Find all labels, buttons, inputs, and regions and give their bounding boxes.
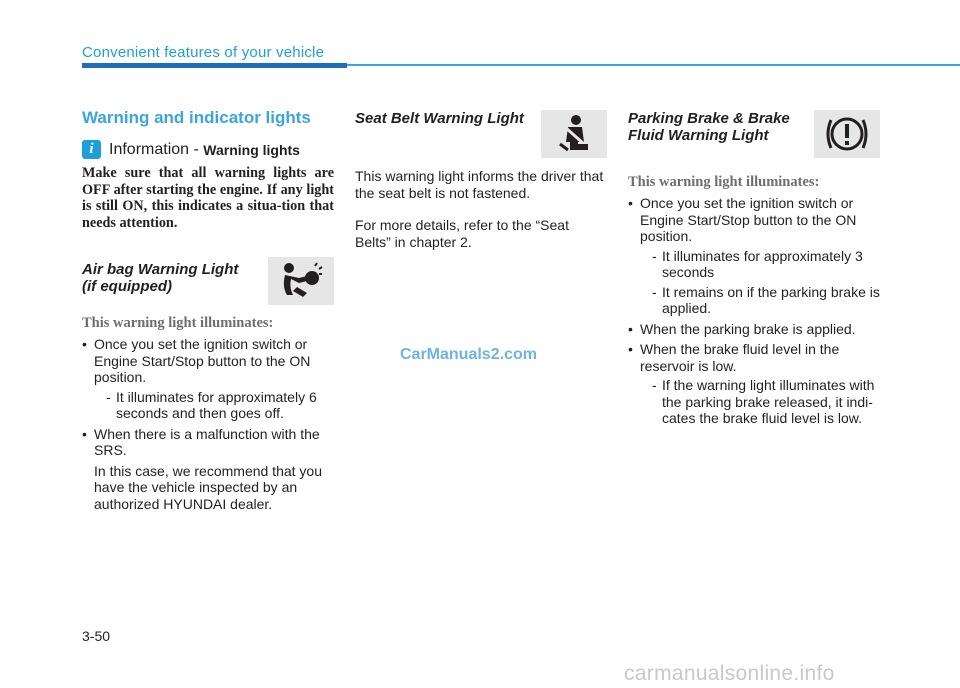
- section-title: Warning and indicator lights: [82, 108, 311, 127]
- brake-lead: This warning light illuminates:: [628, 174, 820, 190]
- list-item: • Once you set the ignition switch or Engine Start/Stop button to the ON position. - It illuminates for approximately 6 seconds and then goes off.: [82, 336, 334, 422]
- footer-watermark: carmanualsonline.info: [624, 662, 835, 685]
- info-label: Information -: [109, 140, 199, 158]
- info-icon: i: [82, 140, 101, 159]
- seatbelt-paragraph-2: For more details, refer to the “Seat Belts” in chapter 2.: [355, 217, 569, 250]
- info-subtitle: Warning lights: [203, 141, 300, 158]
- brake-bullets: [628, 195, 880, 427]
- seatbelt-paragraph-1: This warning light informs the driver that the seat belt is not fastened.: [355, 168, 604, 201]
- brake-warning-icon: [814, 110, 880, 158]
- list-item: • When the brake fluid level in the reservoir is low. - If the warning light illuminates with the parking brake released, it indi-cates the brake fluid level is low.: [628, 341, 880, 427]
- column-middle: [355, 110, 607, 250]
- airbag-title-line1: Air bag Warning Light: [82, 261, 239, 278]
- airbag-warning-icon: [268, 257, 334, 305]
- brake-title-line1: Parking Brake & Brake: [628, 110, 790, 127]
- column-right: [628, 110, 880, 431]
- seatbelt-warning-icon: [541, 110, 607, 158]
- airbag-lead: This warning light illuminates:: [82, 315, 274, 331]
- seatbelt-title: Seat Belt Warning Light: [355, 110, 524, 127]
- column-left: [82, 108, 334, 512]
- header-title: Convenient features of your vehicle: [82, 44, 325, 61]
- airbag-bullets: [82, 336, 334, 459]
- airbag-title-line2: (if equipped): [82, 278, 172, 295]
- brake-heading-row: [628, 110, 880, 158]
- list-subitem: - It remains on if the parking brake is applied.: [640, 284, 880, 317]
- intro-paragraph: Make sure that all warning lights are OFF after starting the engine. If any light is still ON, this indicates a situa-tion that needs attention.: [82, 165, 334, 231]
- page-number: 3-50: [82, 628, 111, 644]
- watermark: CarManuals2.com: [400, 346, 537, 363]
- brake-title-line2: Fluid Warning Light: [628, 127, 769, 144]
- seatbelt-heading-row: [355, 110, 607, 158]
- list-subitem: - If the warning light illuminates with the parking brake released, it indi-cates the brake fluid level is low.: [640, 377, 880, 427]
- info-header: [82, 140, 334, 159]
- list-subitem: - It illuminates for approximately 3 seconds: [640, 248, 880, 281]
- list-subitem: - It illuminates for approximately 6 seconds and then goes off.: [94, 389, 334, 422]
- airbag-heading-row: [82, 257, 334, 305]
- list-item: • When the parking brake is applied.: [628, 321, 880, 338]
- recommend-paragraph: In this case, we recommend that you have the vehicle inspected by an authorized HYUNDAI dealer.: [94, 462, 322, 512]
- list-item: • When there is a malfunction with the SRS.: [82, 426, 334, 459]
- header-rule-accent: [82, 63, 347, 68]
- list-item: • Once you set the ignition switch or Engine Start/Stop button to the ON position. - It illuminates for approximately 3 seconds - It remains on if the parking brake is applied.: [628, 195, 880, 317]
